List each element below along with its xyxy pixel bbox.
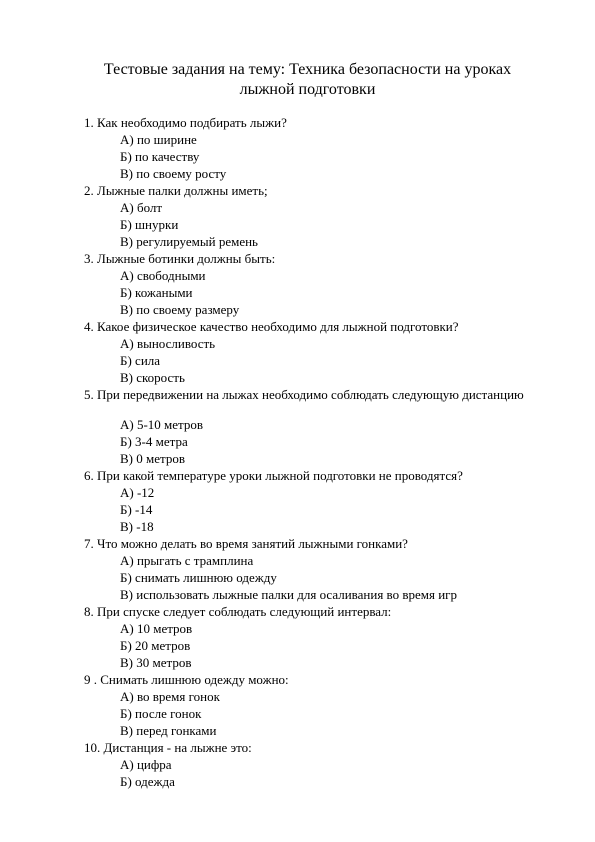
answer-9a: А) во время гонок bbox=[120, 689, 220, 704]
answer-10a: А) цифра bbox=[120, 757, 172, 772]
answer-6b: Б) -14 bbox=[120, 502, 153, 517]
answer-1c: В) по своему росту bbox=[120, 166, 227, 181]
answer-3c: В) по своему размеру bbox=[120, 302, 240, 317]
answer-5c: В) 0 метров bbox=[120, 451, 185, 466]
question-9: 9 . Снимать лишнюю одежду можно: bbox=[84, 672, 289, 687]
answer-2b: Б) шнурки bbox=[120, 217, 179, 232]
page-title-line-2: лыжной подготовки bbox=[239, 81, 376, 98]
question-5: 5. При передвижении на лыжах необходимо соблюдать следующую дистанцию bbox=[84, 387, 524, 402]
question-10: 10. Дистанция - на лыжне это: bbox=[84, 740, 252, 755]
question-6: 6. При какой температуре уроки лыжной подготовки не проводятся? bbox=[84, 468, 463, 483]
answer-3b: Б) кожаными bbox=[120, 285, 193, 300]
answer-9c: В) перед гонками bbox=[120, 723, 217, 738]
question-7: 7. Что можно делать во время занятий лыжными гонками? bbox=[84, 536, 408, 551]
answer-6a: А) -12 bbox=[120, 485, 155, 500]
answer-5b: Б) 3-4 метра bbox=[120, 434, 188, 449]
question-1: 1. Как необходимо подбирать лыжи? bbox=[84, 115, 287, 130]
answer-8c: В) 30 метров bbox=[120, 655, 192, 670]
answer-7b: Б) снимать лишнюю одежду bbox=[120, 570, 277, 585]
answer-8b: Б) 20 метров bbox=[120, 638, 191, 653]
answer-10b: Б) одежда bbox=[120, 774, 175, 789]
answer-1a: А) по ширине bbox=[120, 132, 197, 147]
answer-3a: А) свободными bbox=[120, 268, 206, 283]
answer-1b: Б) по качеству bbox=[120, 149, 200, 164]
question-4: 4. Какое физическое качество необходимо для лыжной подготовки? bbox=[84, 319, 459, 334]
answer-2a: А) болт bbox=[120, 200, 163, 215]
answer-7a: А) прыгать с трамплина bbox=[120, 553, 254, 568]
answer-9b: Б) после гонок bbox=[120, 706, 202, 721]
answer-4a: А) выносливость bbox=[120, 336, 216, 351]
answer-4b: Б) сила bbox=[120, 353, 161, 368]
answer-4c: В) скорость bbox=[120, 370, 185, 385]
answer-8a: А) 10 метров bbox=[120, 621, 193, 636]
page-title-line-1: Тестовые задания на тему: Техника безопасности на уроках bbox=[103, 61, 512, 78]
question-8: 8. При спуске следует соблюдать следующий интервал: bbox=[84, 604, 392, 619]
answer-2c: В) регулируемый ремень bbox=[120, 234, 258, 249]
answer-7c: В) использовать лыжные палки для осаливания во время игр bbox=[120, 587, 458, 602]
question-3: 3. Лыжные ботинки должны быть: bbox=[84, 251, 276, 266]
answer-6c: В) -18 bbox=[120, 519, 154, 534]
question-2: 2. Лыжные палки должны иметь; bbox=[84, 183, 268, 198]
answer-5a: А) 5-10 метров bbox=[120, 417, 204, 432]
